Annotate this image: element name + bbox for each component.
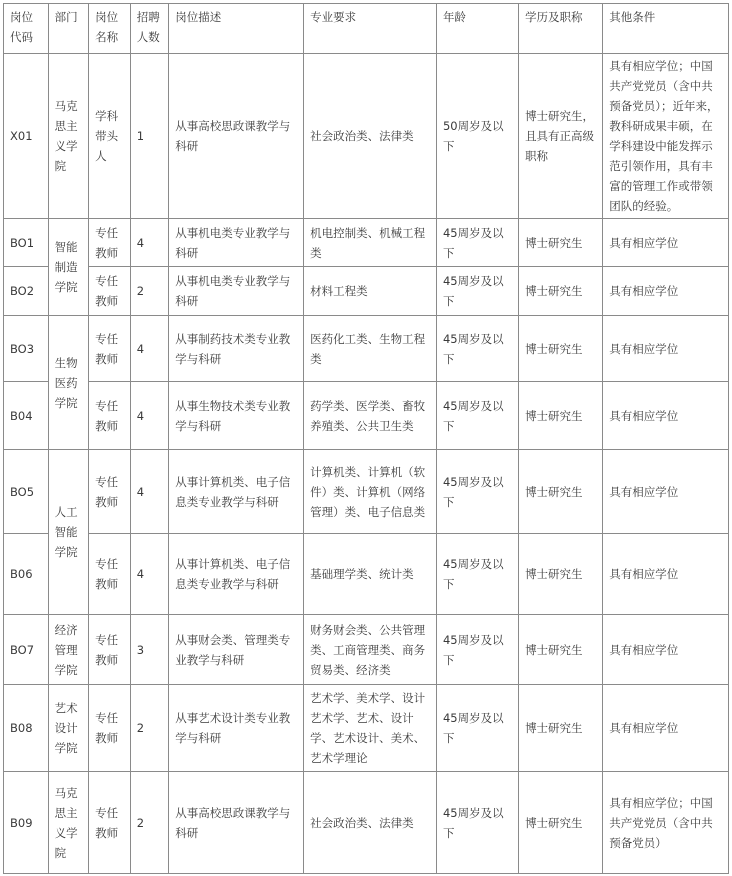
cell-num: 4 [130,450,169,534]
cell-desc: 从事机电类专业教学与科研 [169,267,304,316]
cell-edu: 博士研究生 [519,219,603,267]
table-row [4,534,729,615]
cell-edu: 博士研究生 [519,382,603,450]
cell-other: 具有相应学位；中国共产党党员（含中共预备党员） [603,772,729,874]
cell-edu: 博士研究生 [519,316,603,382]
cell-age: 45周岁及以下 [436,219,518,267]
table-row [4,219,729,267]
cell-post: 专任教师 [89,685,131,772]
cell-age: 45周岁及以下 [436,685,518,772]
cell-major: 基础理学类、统计类 [304,534,437,615]
cell-code: BO7 [4,615,49,685]
cell-num: 4 [130,382,169,450]
cell-post: 专任教师 [89,219,131,267]
cell-desc: 从事高校思政课教学与科研 [169,54,304,219]
cell-edu: 博士研究生 [519,615,603,685]
cell-code: BO1 [4,219,49,267]
cell-code: BO3 [4,316,49,382]
cell-major: 社会政治类、法律类 [304,54,437,219]
cell-age: 45周岁及以下 [436,615,518,685]
cell-post: 专任教师 [89,316,131,382]
header-edu: 学历及职称 [519,4,603,54]
cell-num: 2 [130,685,169,772]
cell-other: 具有相应学位 [603,267,729,316]
cell-post: 学科带头人 [89,54,131,219]
cell-code: B08 [4,685,49,772]
cell-post: 专任教师 [89,267,131,316]
cell-desc: 从事艺术设计类专业教学与科研 [169,685,304,772]
cell-desc: 从事计算机类、电子信息类专业教学与科研 [169,450,304,534]
cell-desc: 从事生物技术类专业教学与科研 [169,382,304,450]
cell-age: 45周岁及以下 [436,267,518,316]
header-major: 专业要求 [304,4,437,54]
cell-code: B06 [4,534,49,615]
cell-major: 机电控制类、机械工程类 [304,219,437,267]
cell-other: 具有相应学位 [603,534,729,615]
table-row [4,685,729,772]
cell-major: 财务财会类、公共管理类、工商管理类、商务贸易类、经济类 [304,615,437,685]
cell-desc: 从事高校思政课教学与科研 [169,772,304,874]
cell-post: 专任教师 [89,615,131,685]
cell-major: 艺术学、美术学、设计艺术学、艺术、设计学、艺术设计、美术、艺术学理论 [304,685,437,772]
header-code: 岗位代码 [4,4,49,54]
cell-num: 4 [130,219,169,267]
cell-post: 专任教师 [89,450,131,534]
cell-edu: 博士研究生 [519,267,603,316]
cell-major: 社会政治类、法律类 [304,772,437,874]
cell-other: 具有相应学位 [603,450,729,534]
cell-other: 具有相应学位 [603,685,729,772]
cell-dept: 人工智能学院 [48,450,89,615]
cell-other: 具有相应学位 [603,316,729,382]
cell-edu: 博士研究生 [519,772,603,874]
cell-edu: 博士研究生 [519,534,603,615]
cell-dept: 马克思主义学院 [48,54,89,219]
cell-other: 具有相应学位 [603,615,729,685]
cell-desc: 从事财会类、管理类专业教学与科研 [169,615,304,685]
table-row [4,267,729,316]
cell-major: 药学类、医学类、畜牧养殖类、公共卫生类 [304,382,437,450]
header-age: 年龄 [436,4,518,54]
cell-num: 3 [130,615,169,685]
cell-dept: 生物医药学院 [48,316,89,450]
cell-num: 2 [130,772,169,874]
cell-num: 4 [130,534,169,615]
cell-code: BO2 [4,267,49,316]
cell-post: 专任教师 [89,534,131,615]
table-row [4,54,729,219]
cell-dept: 艺术设计学院 [48,685,89,772]
cell-other: 具有相应学位；中国共产党党员（含中共预备党员）；近年来，教科研成果丰硕，在学科建设中能发挥示范引领作用，具有丰富的管理工作或带领团队的经验。 [603,54,729,219]
cell-edu: 博士研究生，且具有正高级职称 [519,54,603,219]
cell-dept: 马克思主义学院 [48,772,89,874]
cell-desc: 从事机电类专业教学与科研 [169,219,304,267]
cell-age: 45周岁及以下 [436,534,518,615]
cell-num: 2 [130,267,169,316]
cell-age: 45周岁及以下 [436,382,518,450]
header-post: 岗位名称 [89,4,131,54]
cell-num: 4 [130,316,169,382]
recruitment-table [3,3,729,874]
cell-code: X01 [4,54,49,219]
cell-age: 45周岁及以下 [436,450,518,534]
table-row [4,615,729,685]
table-row [4,772,729,874]
table-header-row [4,4,729,54]
header-desc: 岗位描述 [169,4,304,54]
header-num: 招聘人数 [130,4,169,54]
table-row [4,382,729,450]
cell-other: 具有相应学位 [603,219,729,267]
cell-major: 医药化工类、生物工程类 [304,316,437,382]
header-other: 其他条件 [603,4,729,54]
cell-desc: 从事计算机类、电子信息类专业教学与科研 [169,534,304,615]
table-row [4,450,729,534]
cell-other: 具有相应学位 [603,382,729,450]
cell-age: 50周岁及以下 [436,54,518,219]
cell-code: BO5 [4,450,49,534]
cell-desc: 从事制药技术类专业教学与科研 [169,316,304,382]
cell-dept: 经济管理学院 [48,615,89,685]
cell-major: 计算机类、计算机（软件）类、计算机（网络管理）类、电子信息类 [304,450,437,534]
cell-code: B09 [4,772,49,874]
cell-post: 专任教师 [89,772,131,874]
cell-age: 45周岁及以下 [436,316,518,382]
cell-num: 1 [130,54,169,219]
cell-edu: 博士研究生 [519,450,603,534]
header-dept: 部门 [48,4,89,54]
cell-code: B04 [4,382,49,450]
cell-age: 45周岁及以下 [436,772,518,874]
cell-dept: 智能制造学院 [48,219,89,316]
cell-post: 专任教师 [89,382,131,450]
cell-edu: 博士研究生 [519,685,603,772]
table-row [4,316,729,382]
cell-major: 材料工程类 [304,267,437,316]
